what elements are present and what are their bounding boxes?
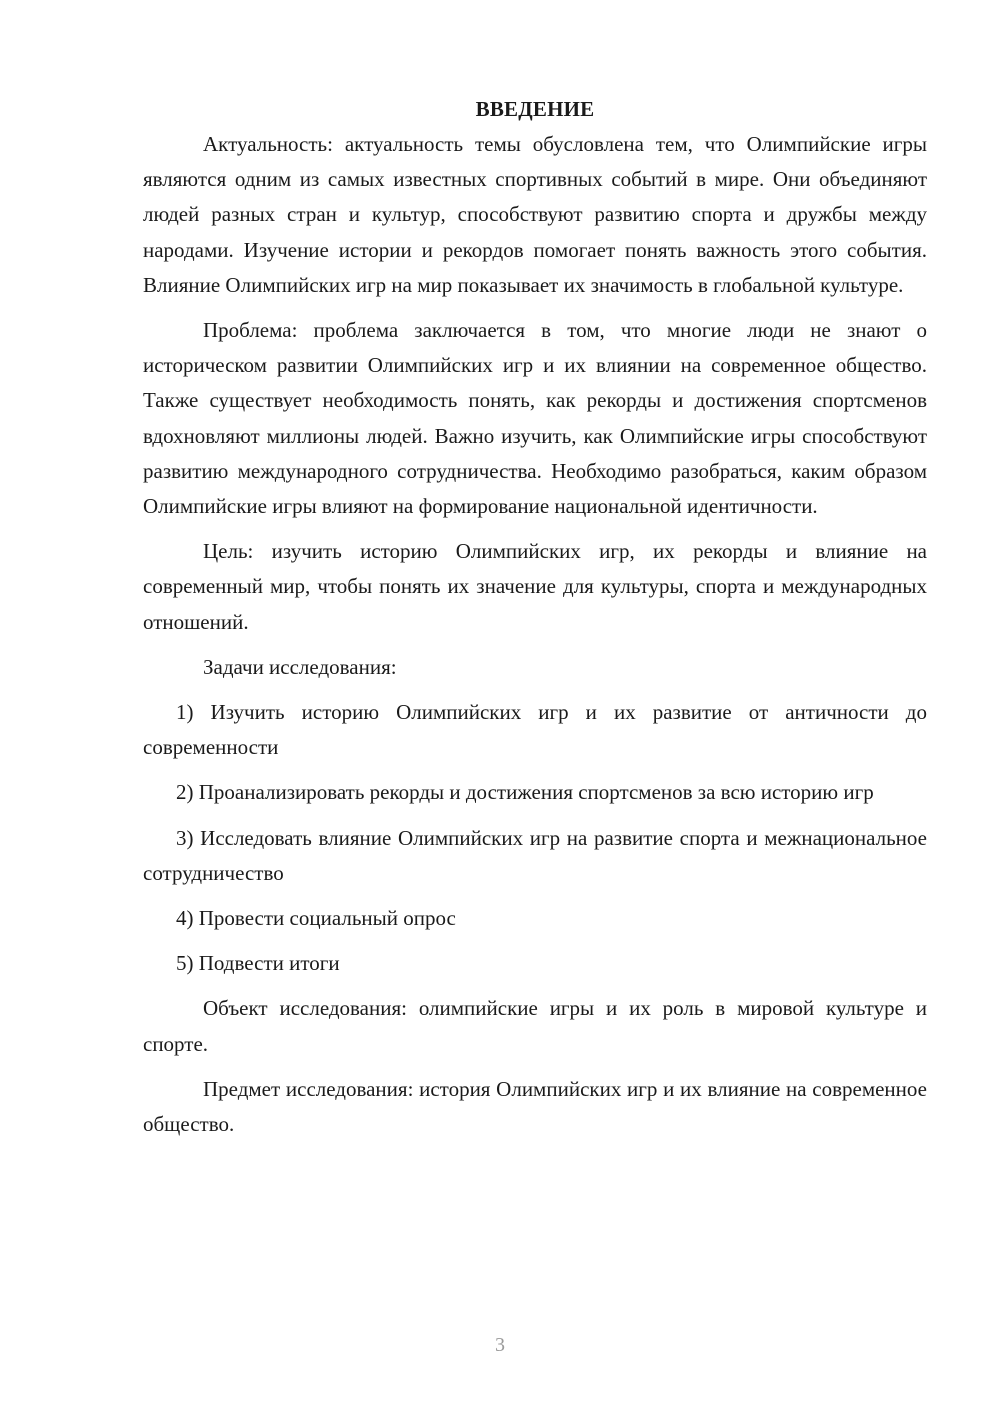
list-item: 5) Подвести итоги <box>176 951 340 976</box>
page-number: 3 <box>495 1334 505 1356</box>
tasks-heading: Задачи исследования: <box>203 654 397 679</box>
list-item: 2) Проанализировать рекорды и достижения спортсменов за всю историю игр <box>176 780 874 805</box>
document-page <box>143 92 927 1152</box>
paragraph-relevance: Актуальность: актуальность темы обусловлена тем, что Олимпийские игры являются одним из самых известных спортивных событий в мире. Они объединяют людей разных стран и культур, способствуют развитию спорта и дружбы между народами. Изучение истории и рекордов помогает понять важность этого события. Влияние Олимпийских игр на мир показывает их значимость в глобальной культуре. <box>143 132 927 297</box>
list-item: 4) Провести социальный опрос <box>176 906 456 931</box>
paragraph-problem: Проблема: проблема заключается в том, что многие люди не знают о историческом развитии Олимпийских игр и их влиянии на современное общество. Также существует необходимость понять, как рекорды и достижения спортсменов вдохновляют миллионы людей. Важно изучить, как Олимпийские игры способствуют развитию международного сотрудничества. Необходимо разобраться, каким образом Олимпийские игры влияют на формирование национальной идентичности. <box>143 318 927 519</box>
tasks-list <box>143 695 927 981</box>
section-title: ВВЕДЕНИЕ <box>475 97 595 121</box>
paragraph-subject: Предмет исследования: история Олимпийских игр и их влияние на современное общество. <box>143 1076 927 1137</box>
list-item: 1) Изучить историю Олимпийских игр и их развитие от античности до современности <box>143 700 927 760</box>
paragraph-object: Объект исследования: олимпийские игры и их роль в мировой культуре и спорте. <box>143 996 927 1056</box>
paragraph-goal: Цель: изучить историю Олимпийских игр, их рекорды и влияние на современный мир, чтобы понять их значение для культуры, спорта и международных отношений. <box>143 539 927 634</box>
list-item: 3) Исследовать влияние Олимпийских игр на развитие спорта и межнациональное сотрудничество <box>143 825 927 885</box>
